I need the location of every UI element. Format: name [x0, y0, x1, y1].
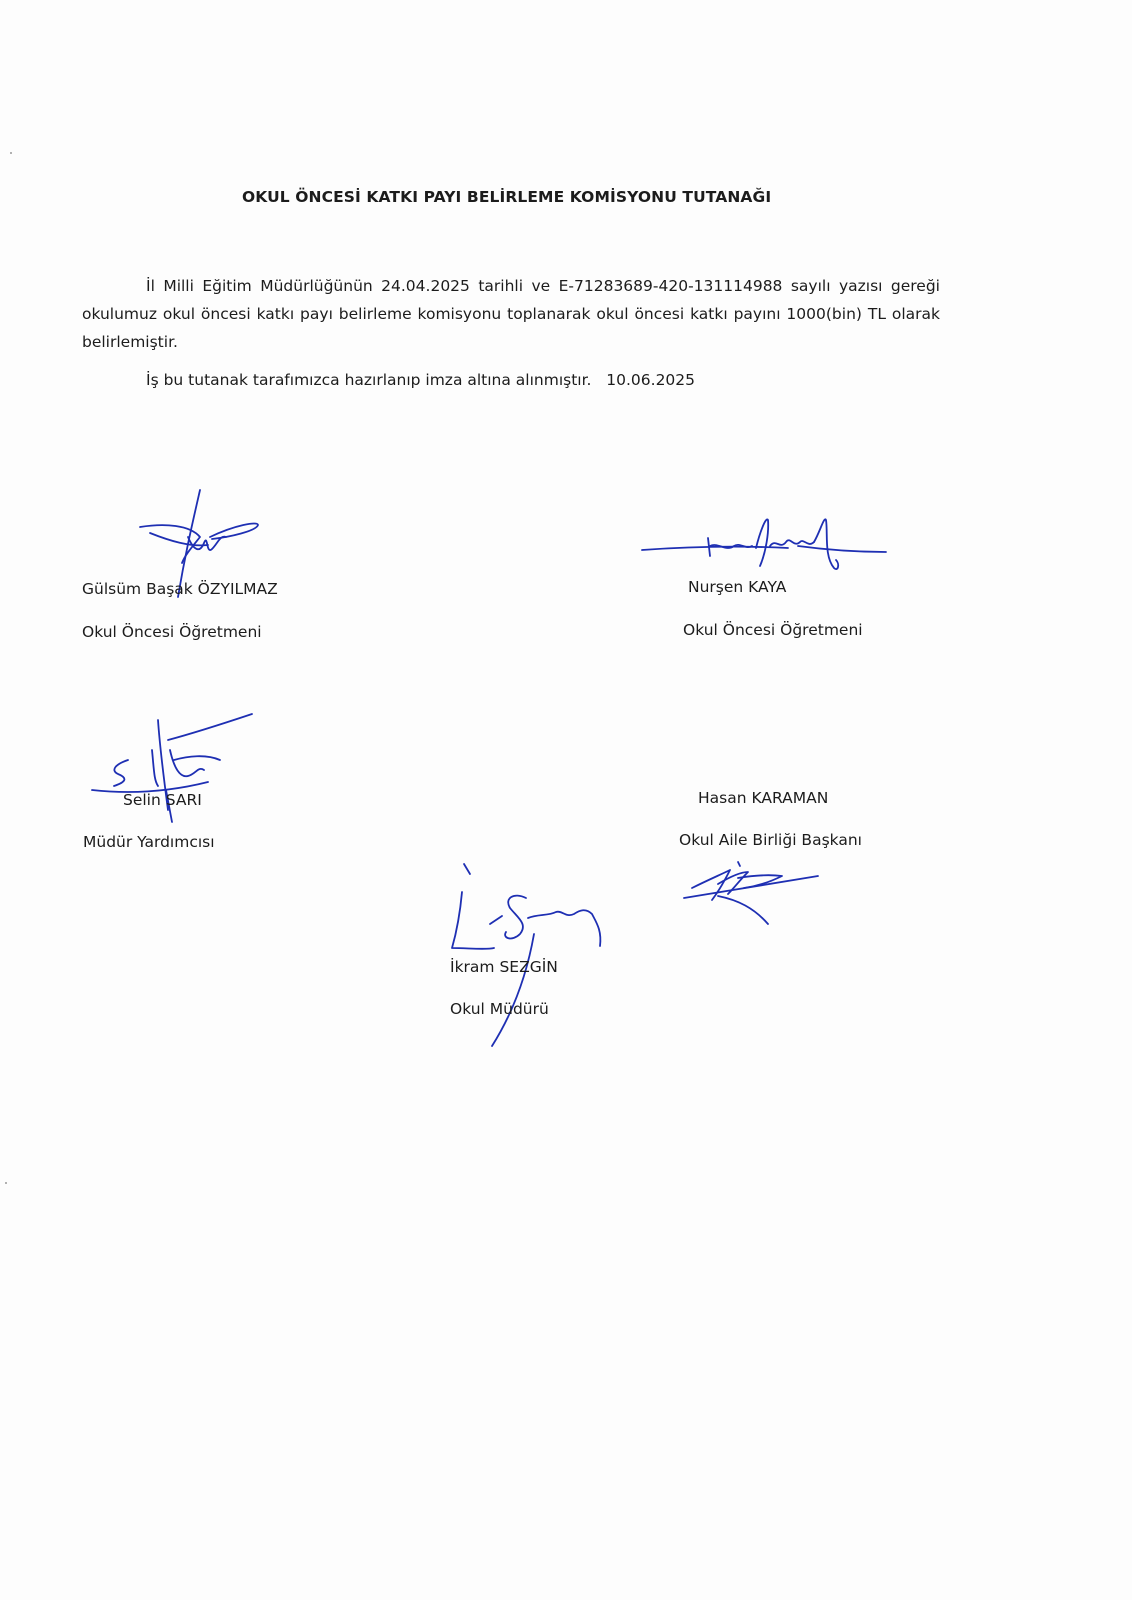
- scan-speck: [5, 1182, 7, 1184]
- signatory-name-kaya: Nurşen KAYA: [688, 578, 787, 596]
- signatory-name-ozyilmaz: Gülsüm Başak ÖZYILMAZ: [82, 580, 278, 598]
- document-title: OKUL ÖNCESİ KATKI PAYI BELİRLEME KOMİSYONU TUTANAĞI: [242, 188, 772, 206]
- signatory-role-sezgin: Okul Müdürü: [450, 1000, 549, 1018]
- signature-sezgin: [430, 858, 610, 1053]
- signatory-name-karaman: Hasan KARAMAN: [698, 789, 829, 807]
- signature-karaman: [678, 858, 826, 932]
- signatory-role-sari: Müdür Yardımcısı: [83, 833, 215, 851]
- body-paragraph-1: İl Milli Eğitim Müdürlüğünün 24.04.2025 tarihli ve E-71283689-420-131114988 sayılı yazısı gereği okulumuz okul öncesi katkı payı belirleme komisyonu toplanarak okul öncesi katkı payını 1000(bin) TL olarak belirlemiştir.: [82, 277, 940, 351]
- signatory-role-kaya: Okul Öncesi Öğretmeni: [683, 621, 863, 639]
- body-paragraph-2: İş bu tutanak tarafımızca hazırlanıp imza altına alınmıştır. 10.06.2025: [146, 371, 696, 389]
- scan-speck: [10, 152, 12, 154]
- signatory-name-sezgin: İkram SEZGİN: [450, 958, 558, 976]
- signatory-name-sari: Selin SARI: [123, 791, 202, 809]
- signature-kaya: [638, 512, 890, 578]
- signatory-role-karaman: Okul Aile Birliği Başkanı: [679, 831, 862, 849]
- signatory-role-ozyilmaz: Okul Öncesi Öğretmeni: [82, 623, 262, 641]
